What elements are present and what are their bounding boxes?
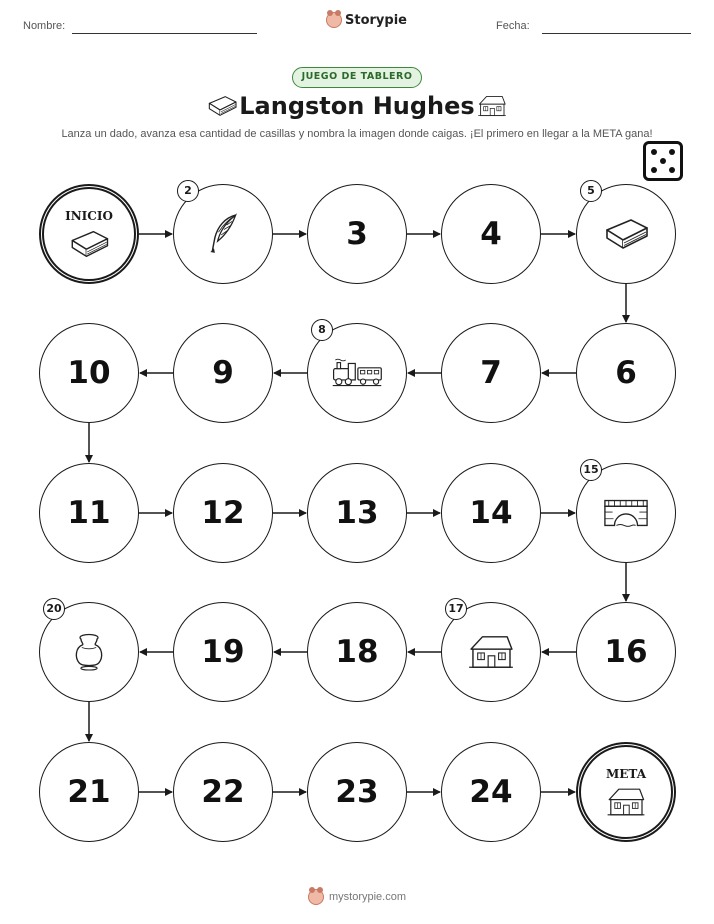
house-icon <box>467 633 515 671</box>
space-number: 10 <box>67 355 111 391</box>
space-number-badge: 2 <box>177 180 199 202</box>
space-number: 16 <box>604 634 648 670</box>
space-number: 19 <box>201 634 245 670</box>
space-number: 12 <box>201 495 245 531</box>
board-space-7 <box>441 323 541 423</box>
board-space-12 <box>173 463 273 563</box>
board-space-2 <box>173 184 273 284</box>
space-number-badge: 5 <box>580 180 602 202</box>
space-number: 18 <box>335 634 379 670</box>
finish-label: META <box>605 767 646 781</box>
space-number: 13 <box>335 495 379 531</box>
space-number: 4 <box>480 216 502 252</box>
game-type-badge: JUEGO DE TABLERO <box>292 67 422 88</box>
board-space-24 <box>441 742 541 842</box>
space-number: 22 <box>201 774 245 810</box>
board-space-21 <box>39 742 139 842</box>
board-space-16 <box>576 602 676 702</box>
pot-icon <box>71 631 107 673</box>
instructions-text: Lanza un dado, avanza esa cantidad de casillas y nombra la imagen donde caigas. ¡El primero en llegar a la META gana! <box>61 128 653 140</box>
page-title: Langston Hughes <box>239 92 475 120</box>
board-space-17 <box>441 602 541 702</box>
bridge-icon <box>603 496 649 530</box>
space-number: 3 <box>346 216 368 252</box>
board-space-8 <box>307 323 407 423</box>
finish-space <box>576 742 676 842</box>
start-space <box>39 184 139 284</box>
board-space-14 <box>441 463 541 563</box>
space-number: 11 <box>67 495 111 531</box>
book-icon <box>601 216 651 252</box>
quill-icon <box>205 212 241 256</box>
board-space-15 <box>576 463 676 563</box>
board-space-5 <box>576 184 676 284</box>
house-icon <box>604 786 648 818</box>
space-number: 9 <box>212 355 234 391</box>
space-number: 7 <box>480 355 502 391</box>
board-space-9 <box>173 323 273 423</box>
board-space-19 <box>173 602 273 702</box>
board-space-20 <box>39 602 139 702</box>
name-label: Nombre: <box>23 20 66 32</box>
space-number: 23 <box>335 774 379 810</box>
board-space-22 <box>173 742 273 842</box>
start-label: INICIO <box>65 209 113 223</box>
board-space-3 <box>307 184 407 284</box>
space-number-badge: 20 <box>43 598 65 620</box>
board-space-6 <box>576 323 676 423</box>
board-space-10 <box>39 323 139 423</box>
board-space-18 <box>307 602 407 702</box>
space-number-badge: 17 <box>445 598 467 620</box>
train-icon <box>331 358 383 388</box>
book-icon <box>67 228 111 260</box>
footer <box>0 889 714 905</box>
space-number: 24 <box>469 774 513 810</box>
board-space-11 <box>39 463 139 563</box>
space-number: 14 <box>469 495 513 531</box>
space-number: 6 <box>615 355 637 391</box>
footer-site: mystorypie.com <box>328 891 407 903</box>
board-space-4 <box>441 184 541 284</box>
space-number-badge: 15 <box>580 459 602 481</box>
brand-name: Storypie <box>345 12 407 28</box>
space-number-badge: 8 <box>311 319 333 341</box>
board-space-13 <box>307 463 407 563</box>
date-label: Fecha: <box>496 20 530 32</box>
footer-bear-icon <box>308 889 324 905</box>
space-number: 21 <box>67 774 111 810</box>
board-space-23 <box>307 742 407 842</box>
